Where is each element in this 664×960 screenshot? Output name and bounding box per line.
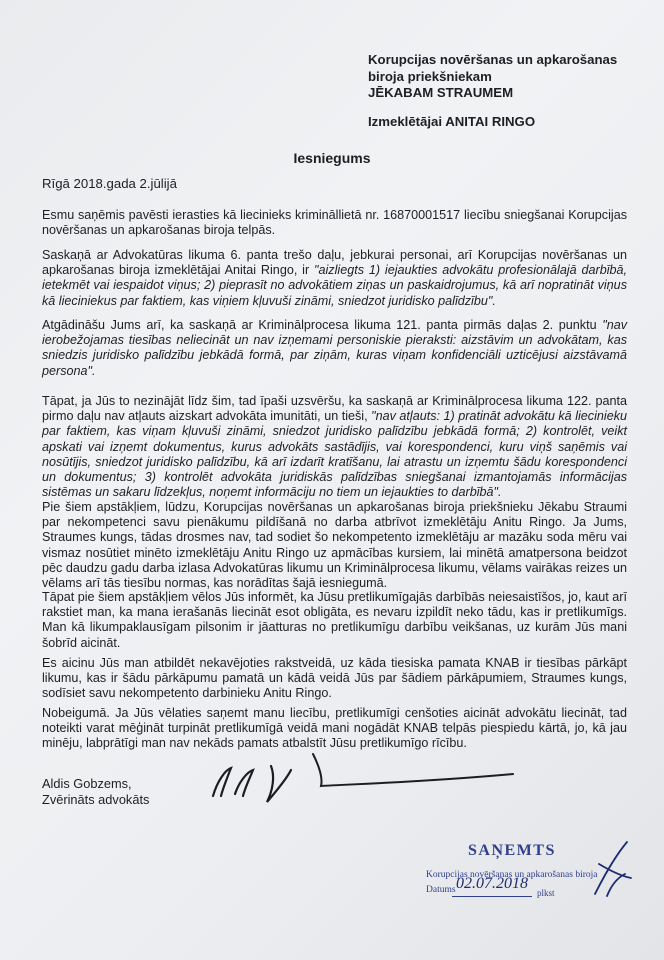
paragraph-2-text: Saskaņā ar Advokatūras likuma 6. panta trešo daļu, jebkurai personai, arī Korupcijas novēršanas un apkarošanas biroja izmeklētājai Anitai Ringo, ir: [42, 248, 627, 278]
stamp-organization: Korupcijas novēršanas un apkarošanas biroja: [426, 870, 598, 880]
handwritten-signature: [195, 744, 525, 814]
stamp-title: SAŅEMTS: [468, 842, 556, 859]
stamp-time-label: plkst: [537, 888, 555, 898]
paragraph-2-quote: "aizliegts 1) iejaukties advokātu profesionālajā darbībā, ietekmēt vai iespaidot viņus; 2) pieprasīt no advokātiem ziņas un paskaidrojumus, kā arī nopratināt viņus kā lieciniekus par faktiem, kas viņiem kļuvuši zināmi, sniedzot juridisko palīdzību".: [42, 263, 627, 308]
paragraph-2: [42, 248, 627, 309]
paragraph-3: [42, 318, 627, 379]
paragraph-3-text: Atgādināšu Jums arī, ka saskaņā ar Kriminālprocesa likuma 121. panta pirmās daļas 2. punktu: [42, 318, 603, 332]
stamp-date-line: [452, 896, 532, 897]
paragraph-1: Esmu saņēmis pavēsti ierasties kā liecinieks krimināllietā nr. 16870001517 liecību sniegšanai Korupcijas novēršanas un apkarošanas biroja telpās.: [42, 208, 627, 238]
received-stamp: [412, 838, 627, 898]
stamp-initials-scribble: [587, 834, 637, 904]
signer-block: [42, 776, 149, 808]
addressee-block: [368, 52, 658, 102]
paragraph-5: Pie šiem apstākļiem, lūdzu, Korupcijas novēršanas un apkarošanas biroja priekšnieku Jēkabu Straumi par nekompetenci savu pienākumu pildīšanā no darba atbrīvot izmeklētāju Anitu Ringo. Ja Jums, Straumes kungs, tādas drosmes nav, tad sodiet šo nekompetento izmeklētāju ar mazāku soda mēru vai vismaz nosūtiet minēto izmeklētāju Anitu Ringo uz apmācības kursiem, lai minētā amatpersona beidzot pēc daudzu gadu darba izlasa Advokatūras likumu un Kriminālprocesa likumu, vēlams vairākas reizes un vēlams arī tās tiesību normas, kas norādītas šajā iesniegumā.: [42, 500, 627, 591]
paragraph-4: [42, 394, 627, 500]
document-title: Iesniegums: [293, 150, 371, 166]
paragraph-4-text: Tāpat, ja Jūs to nezinājāt līdz šim, tad īpaši uzsvēršu, ka saskaņā ar Kriminālprocesa likuma 122. panta pirmo daļu nav atļauts aizskart advokāta imunitāti, un tieši,: [42, 394, 627, 424]
paragraph-7: Es aicinu Jūs man atbildēt nekavējoties rakstveidā, uz kāda tiesiska pamata KNAB ir tiesības pārkāpt likumu, kas ir šādu pārkāpumu pamatā un kādā veidā Jūs par šādiem pārkāpumiem, Straumes kungs, sodīsiet savu nekompetento darbinieku Anitu Ringo.: [42, 656, 627, 701]
stamp-date-value: 02.07.2018: [456, 875, 528, 892]
paragraph-8: Nobeigumā. Ja Jūs vēlaties saņemt manu liecību, pretlikumīgi cenšoties aicināt advokātu liecināt, tad noteikti varat mēģināt turpināt pretlikumīgā veidā mani nogādāt KNAB telpās piespiedu kārtā, jo, kā jau minēju, labprātīgi man nav nekāds pamats atbalstīt Jūsu pretlikumīgo rīcību.: [42, 706, 627, 751]
paragraph-3-quote: "nav ierobežojamas tiesības neliecināt un nav izņemami personiskie pieraksti: aizstāvim un advokātam, kas sniedzis juridisko palīdzību jebkādā formā, par ziņām, kuras viņam konfidenciāli uzticējusi aizstāvamā persona".: [42, 318, 627, 378]
addressee-line-3: JĒKABAM STRAUMEM: [368, 85, 514, 100]
paragraph-4-quote: "nav atļauts: 1) pratināt advokātu kā liecinieku par faktiem, kas viņam kļuvuši zināmi, sniedzot juridisko palīdzību jebkādā formā; 2) kontrolēt, veikt apskati vai izņemt dokumentus, kurus advokāts sastādījis, vai korespondenci, kuru viņš saņēmis vai nosūtījis, sniedzot juridisko palīdzību, kā arī izdarīt kratīšanu, lai atrastu un izņemtu šādu korespondenci un dokumentus; 3) kontrolēt advokāta juridiskās palīdzības sniegšanai izmantojamās informācijas sistēmas un sakaru līdzekļus, noņemt informāciju no tiem un iejaukties to darbībā".: [42, 409, 627, 500]
signer-role: Zvērināts advokāts: [42, 792, 150, 807]
investigator-addressee: Izmeklētājai ANITAI RINGO: [368, 114, 536, 129]
document-date: Rīgā 2018.gada 2.jūlijā: [42, 176, 177, 191]
addressee-line-1: Korupcijas novēršanas un apkarošanas: [368, 52, 618, 67]
addressee-line-2: biroja priekšniekam: [368, 68, 492, 84]
paragraph-6: Tāpat pie šiem apstākļiem vēlos Jūs informēt, ka Jūsu pretlikumīgajās darbībās neiesaistīšos, jo, kaut arī rakstiet man, ka mana ierašanās liecināt esot obligāta, es nevaru izpildīt neko tādu, kas ir pretlikumīgs. Man kā likumpaklausīgam pilsonim ir jāatturas no pretlikumīgu darbību veikšanas, uz kurām Jūs mani šobrīd aicināt.: [42, 590, 627, 650]
stamp-date-label: Datums: [426, 885, 456, 895]
signer-name: Aldis Gobzems,: [42, 776, 132, 791]
